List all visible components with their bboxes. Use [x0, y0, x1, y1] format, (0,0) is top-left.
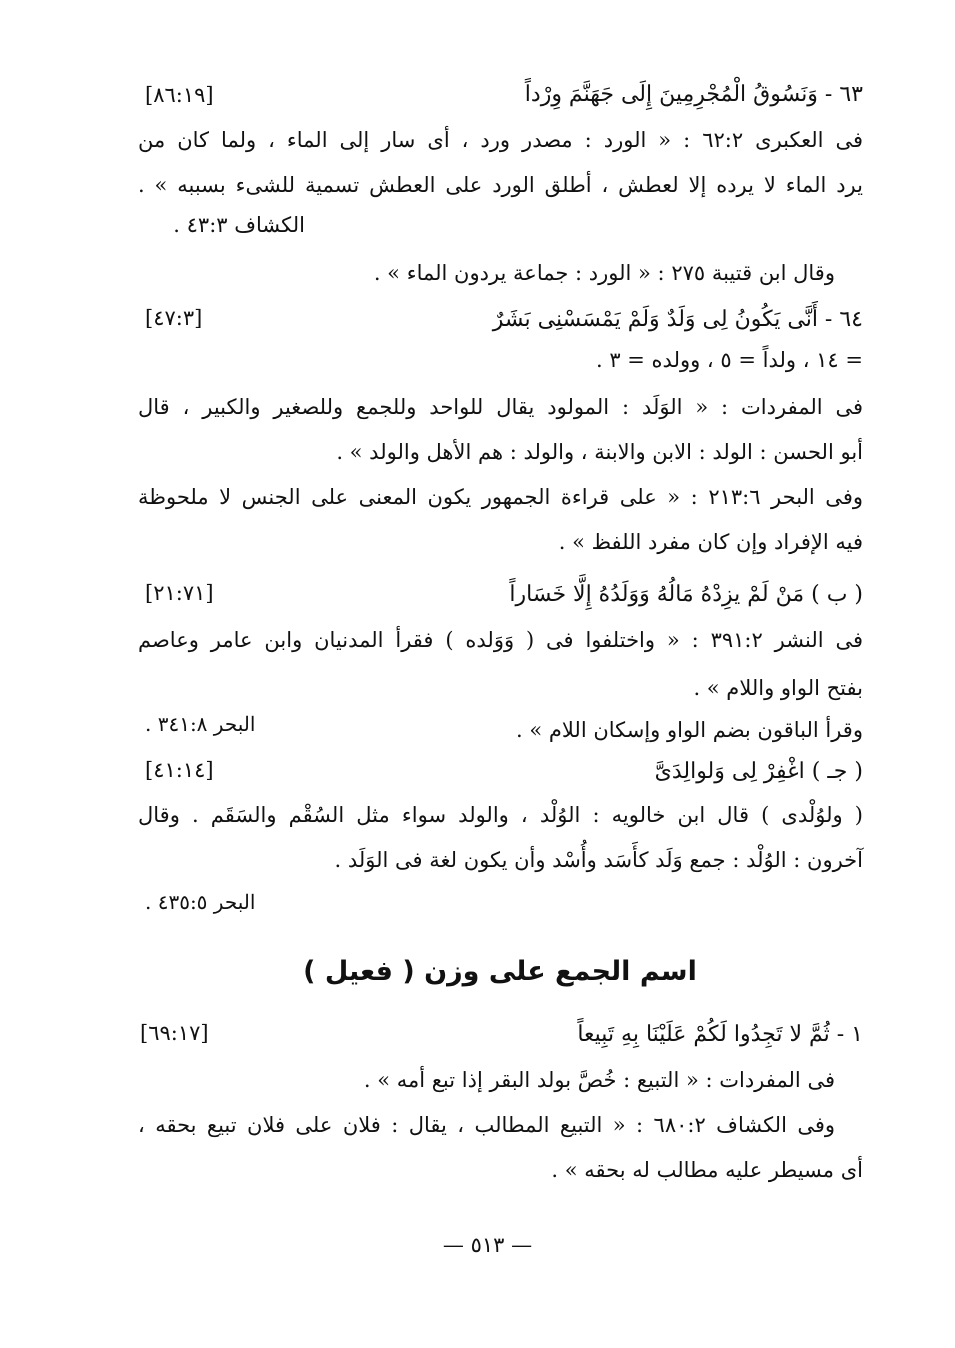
source-citation: البحر ٣٤١:٨ . — [145, 712, 256, 736]
commentary-line: فى النشر ٣٩١:٢ : « واختلفوا فى ( وَوَلده ) فقرأ المدنيان وابن عامر وعاصم — [138, 628, 863, 652]
commentary-line: أبو الحسن : الولد : الابن والابنة ، والولد : هم الأهل والولد » . — [336, 440, 863, 464]
commentary-line: فيه الإفراد وإن كان مفرد اللفظ » . — [558, 530, 863, 554]
commentary-line: أى مسيطر عليه مطالب له بحقه » . — [551, 1158, 863, 1182]
commentary-line: ( ولوُلْدى ) قال ابن خالويه : الوُلْد ، والولد سواء مثل السُقْم والسَقَم . وقال — [138, 803, 863, 827]
page-number: — ٥١٣ — — [442, 1233, 533, 1257]
commentary-line: وقال ابن قتيبة ٢٧٥ : « الورد : جماعة يردون الماء » . — [373, 261, 835, 285]
source-citation: البحر ٤٣٥:٥ . — [145, 890, 256, 914]
verse-reference: [٤١:١٤] — [145, 758, 214, 782]
verse-line: ٦٤ - أَنَّى يَكُونُ لِى وَلَدٌ وَلَمْ يَمْسَسْنِى بَشَرٌ — [492, 307, 863, 332]
verse-reference: [٤٧:٣] — [145, 306, 203, 330]
commentary-line: وفى البحر ٢١٣:٦ : « على قراءة الجمهور يكون المعنى على الجنس لا ملحوظة — [138, 485, 863, 509]
source-citation: الكشاف ٤٣:٣ . — [173, 213, 305, 237]
commentary-line: فى المفردات : « الوَلَد : المولود يقال للواحد وللجمع وللصغير والكبير ، قال — [138, 395, 863, 419]
commentary-line: وفى الكشاف ٦٨٠:٢ : « التبيع المطالب ، يقال : فلان على فلان تبيع بحقه ، — [138, 1113, 836, 1137]
verse-reference: [٦٩:١٧] — [140, 1021, 209, 1045]
commentary-line: فى المفردات : « التبيع : خُصَّ بولد البقر إذا تبع أمه » . — [363, 1068, 835, 1092]
commentary-line: وقرأ الباقون بضم الواو وإسكان اللام » . — [516, 718, 863, 742]
verse-line: ١ - ثُمَّ لا تَجِدُوا لَكُمْ عَلَيْنَا بِهِ تَبِيعاً — [577, 1022, 863, 1047]
section-heading: اسم الجمع على وزن ( فعيل ) — [303, 956, 697, 987]
verse-reference: [٨٦:١٩] — [145, 83, 214, 107]
commentary-line: يرد الماء لا يرده إلا لعطش ، أطلق الورد على العطش تسمية للشىء بسببه » . — [138, 173, 863, 197]
verse-line: ( جـ ) اغْفِرْ لِى وَلوالِدَىَّ — [654, 759, 863, 784]
commentary-line: فى العكبرى ٦٢:٢ : « الورد : مصدر ورد ، أى سار إلى الماء ، ولما كان من — [138, 128, 864, 152]
verse-line: ( ب ) مَنْ لَمْ يزِدْهُ مَالُهُ وَوَلَدُهُ إِلَّا خَسَاراً — [509, 582, 863, 607]
commentary-line: = ١٤ ، ولداً = ٥ ، وولده = ٣ . — [595, 348, 863, 372]
verse-reference: [٢١:٧١] — [145, 581, 214, 605]
verse-line: ٦٣ - وَنَسُوقُ الْمُجْرِمِينَ إِلَى جَهَنَّمَ وِرْداً — [524, 82, 863, 107]
commentary-line: بفتح الواو واللام » . — [693, 676, 863, 700]
commentary-line: آخرون : الوُلْد : جمع وَلَد كأَسَد وأُسْد وأن يكون لغة فى الوَلَد . — [334, 848, 863, 872]
